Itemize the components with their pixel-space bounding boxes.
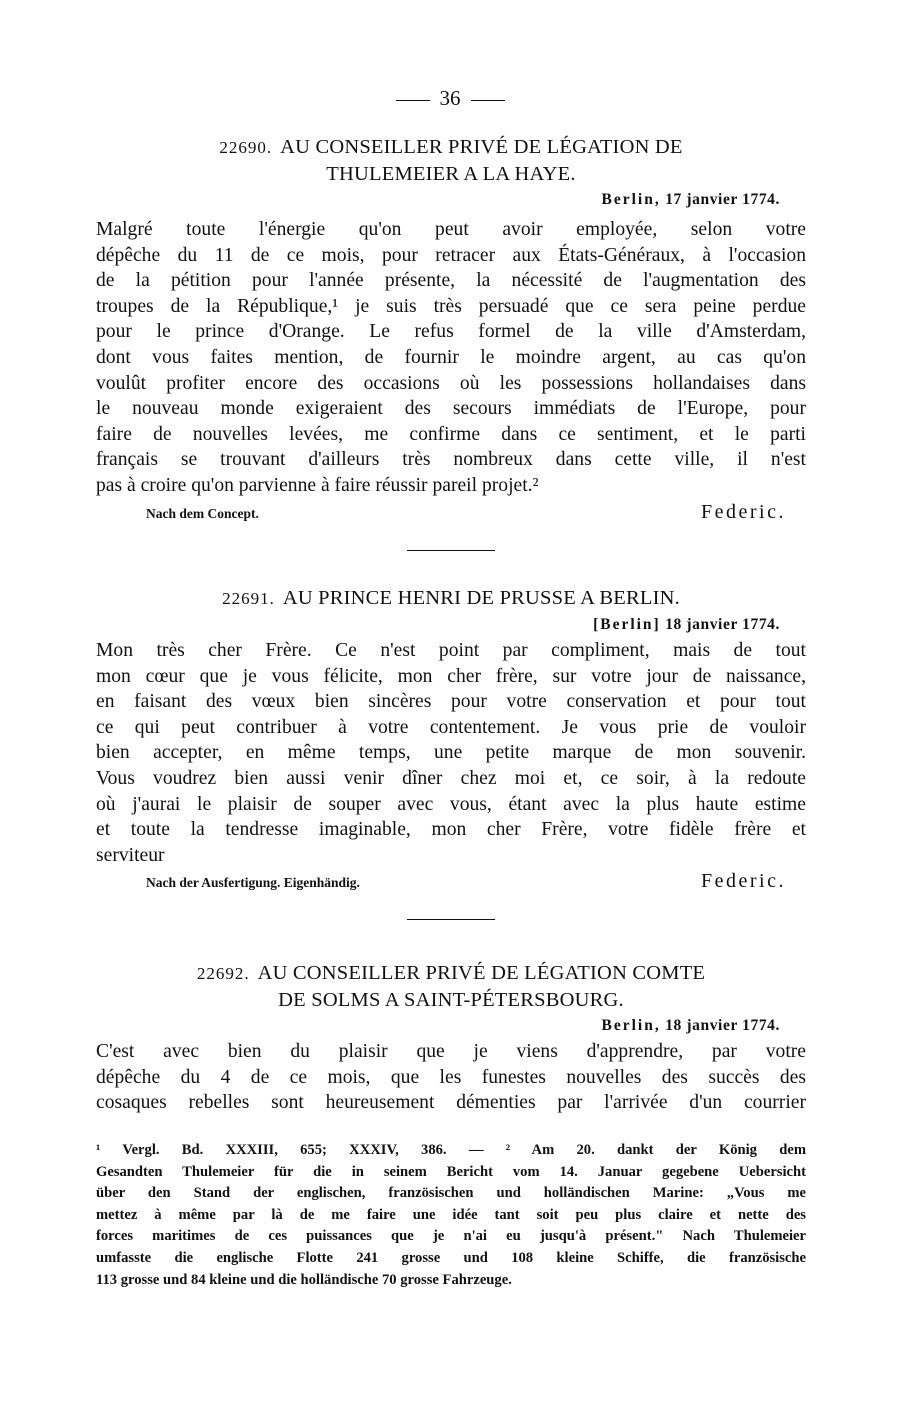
body-line: C'est avec bien du plaisir que je viens d'apprendre, par votre [96,1041,806,1062]
letter-body [96,217,806,499]
body-line: français se trouvant d'ailleurs très nombreux dans cette ville, il n'est [96,449,806,471]
heading-line: THULEMEIER A LA HAYE. [326,163,576,185]
signature: Federic. [701,870,786,893]
body-line: mon cœur que je vous félicite, mon cher frère, sur votre jour de naissance, [96,665,806,687]
footnote-line: 113 grosse und 84 kleine und die holländische 70 grosse Fahrzeuge. [96,1271,512,1288]
body-line: en faisant des vœux bien sincères pour votre conservation et pour tout [96,691,806,713]
signature: Federic. [701,500,786,523]
body-line: ce qui peut contribuer à votre contentement. Je vous prie de vouloir [96,716,806,738]
body-line: Mon très cher Frère. Ce n'est point par compliment, mais de tout [96,640,806,661]
footnote-line: forces maritimes de ces puissances que je n'ai eu jusqu'à présent." Nach Thulemeier [96,1228,806,1245]
heading-line: AU CONSEILLER PRIVÉ DE LÉGATION COMTE [257,962,706,984]
separator-rule [407,550,495,551]
body-line: serviteur [96,844,165,866]
body-line: de la pétition pour l'année présente, la nécessité de l'augmentation des [96,270,806,292]
letter-body [96,1039,806,1116]
date-place: [Berlin] [593,616,661,633]
heading-line: AU CONSEILLER PRIVÉ DE LÉGATION DE [280,136,683,158]
dateline [96,191,806,209]
letter-heading [96,134,806,187]
body-line: Malgré toute l'énergie qu'on peut avoir employée, selon votre [96,219,806,240]
body-line: et toute la tendresse imaginable, mon cher Frère, votre fidèle frère et [96,819,806,841]
date-place: Berlin, [601,1017,661,1034]
body-line: bien accepter, en même temps, une petite marque de mon souvenir. [96,742,806,764]
date-place: Berlin, [601,191,661,208]
letter-22692 [96,960,806,1116]
dateline [96,1017,806,1035]
signature-row [96,501,806,524]
footnote-line: über den Stand der englischen, französischen und holländischen Marine: „Vous me [96,1185,806,1202]
date: 18 janvier 1774. [665,616,780,633]
body-line: où j'aurai le plaisir de souper avec vous, étant avec la plus haute estime [96,793,806,815]
body-line: dont vous faites mention, de fournir le moindre argent, au cas qu'on [96,346,806,368]
letter-number: 22691. [222,589,275,608]
body-line: le nouveau monde exigeraient des secours immédiats de l'Europe, pour [96,398,806,420]
signature-row [96,870,806,893]
page-number-dash-left [396,100,430,101]
source-note: Nach der Ausfertigung. Eigenhändig. [146,875,360,891]
body-line: dépêche du 4 de ce mois, que les funestes nouvelles des succès des [96,1066,806,1088]
body-line: voulût profiter encore des occasions où les possessions hollandaises dans [96,372,806,394]
letter-22691 [96,585,806,920]
body-line: pas à croire qu'on parvienne à faire réussir pareil projet.² [96,474,539,496]
body-line: faire de nouvelles levées, me confirme dans ce sentiment, et le parti [96,423,806,445]
heading-line: DE SOLMS A SAINT-PÉTERSBOURG. [278,989,624,1011]
footnote-line: mettez à même par là de me faire une idée tant soit peu plus claire et nette des [96,1206,806,1223]
footnote-line: ¹ Vergl. Bd. XXXIII, 655; XXXIV, 386. — ² Am 20. dankt der König dem [96,1142,806,1158]
date: 17 janvier 1774. [665,191,780,208]
letter-22690 [96,134,806,551]
date: 18 janvier 1774. [665,1017,780,1034]
body-line: pour le prince d'Orange. Le refus formel de la ville d'Amsterdam, [96,321,806,343]
footnote-line: Gesandten Thulemeier für die in seinem Bericht vom 14. Januar gegebene Uebersicht [96,1163,806,1180]
footnote-line: umfasste die englische Flotte 241 grosse und 108 kleine Schiffe, die französische [96,1249,806,1266]
body-line: dépêche du 11 de ce mois, pour retracer aux États-Généraux, à l'occasion [96,244,806,266]
letter-heading [96,585,806,612]
body-line: troupes de la République,¹ je suis très persuadé que ce sera peine perdue [96,295,806,317]
body-line: cosaques rebelles sont heureusement démenties par l'arrivée d'un courrier [96,1092,806,1114]
page-number [0,86,900,111]
footnotes [96,1140,806,1291]
heading-line: AU PRINCE HENRI DE PRUSSE A BERLIN. [282,587,680,609]
letter-number: 22690. [219,138,273,157]
body-line: Vous voudrez bien aussi venir dîner chez moi et, ce soir, à la redoute [96,767,806,789]
letter-number: 22692. [196,964,250,983]
separator-rule [407,919,495,920]
dateline [96,616,806,634]
letter-heading [96,960,806,1013]
letter-body [96,638,806,868]
page-number-dash-right [471,100,505,101]
source-note: Nach dem Concept. [146,505,259,521]
page-number-text: 36 [439,86,461,110]
